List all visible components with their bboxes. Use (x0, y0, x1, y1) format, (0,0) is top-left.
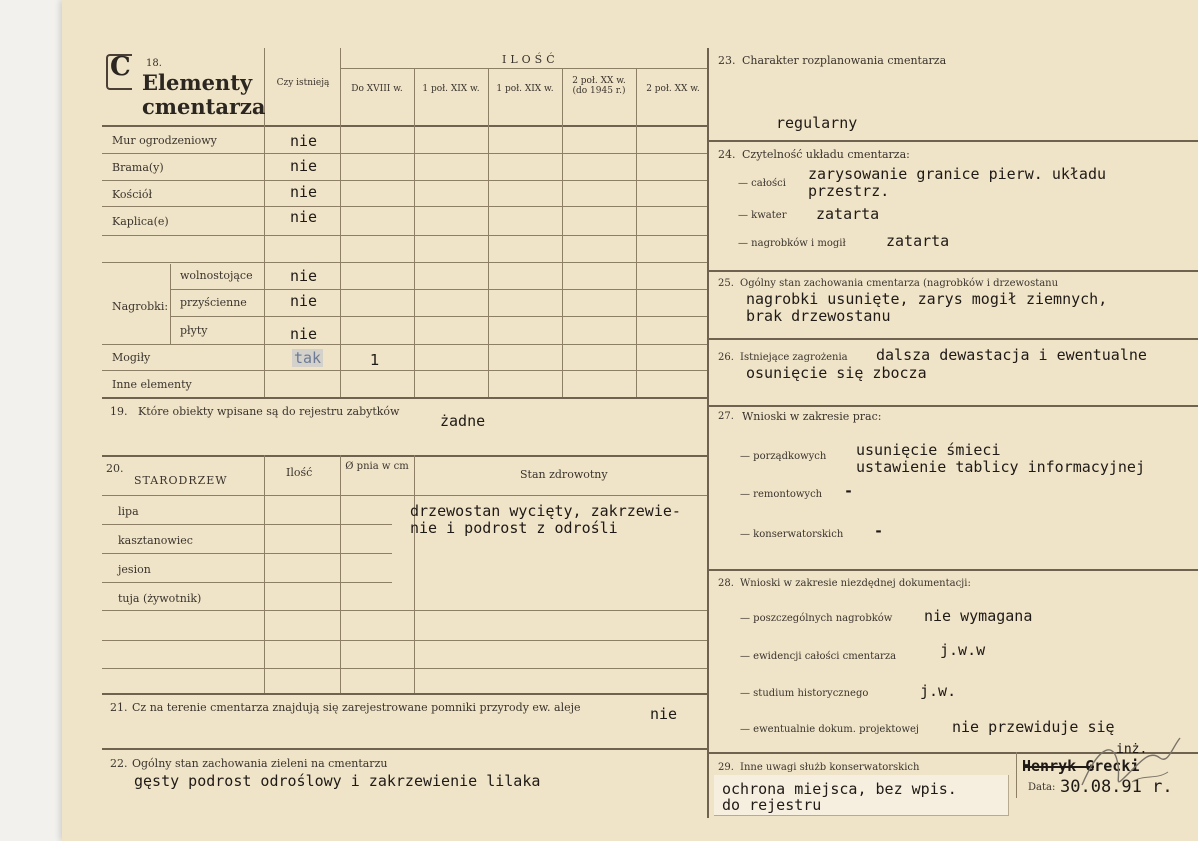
mogily-count: 1 (370, 351, 380, 369)
inne-label: Inne elementy (112, 378, 192, 391)
section-21-bottom-rule (102, 748, 707, 750)
s28-item-label: — ewentualnie dokum. projektowej (740, 724, 920, 735)
s19-value: żadne (440, 412, 486, 430)
grid-line (414, 68, 415, 397)
grid-line (102, 640, 707, 641)
grid-line (102, 495, 707, 496)
row-label: Kaplica(e) (112, 215, 169, 228)
s20-stan-line1: drzewostan wycięty, zakrzewie- (410, 502, 681, 520)
grid-line (102, 206, 707, 207)
row-exists: nie (290, 132, 318, 150)
s20-title: STARODRZEW (134, 474, 228, 487)
period-1: Do XVIII w. (351, 84, 403, 94)
s27-konserwatorskich-label: — konserwatorskich (740, 529, 844, 540)
row-label: Mur ogrodzeniowy (112, 134, 217, 147)
row-exists: nie (290, 208, 318, 226)
grid-line (264, 455, 265, 693)
tree-row: kasztanowiec (118, 534, 193, 547)
s25-line1: nagrobki usunięte, zarys mogił ziemnych, (746, 290, 1108, 308)
s25-number: 25. (718, 278, 734, 289)
s29-label: Inne uwagi służb konserwatorskich (740, 762, 920, 773)
mogily-exists: tak (294, 349, 322, 367)
row-exists: nie (290, 157, 318, 175)
date-value: 30.08.91 r. (1060, 777, 1173, 797)
section-25-bottom-rule (707, 338, 1198, 340)
s24-number: 24. (718, 148, 736, 161)
center-divider (707, 48, 709, 818)
s25-line2: brak drzewostanu (746, 307, 891, 325)
s23-value: regularny (776, 114, 858, 132)
row-exists: nie (290, 183, 318, 201)
nagrobki-row-label: płyty (180, 324, 208, 337)
tree-row: lipa (118, 505, 139, 518)
grid-line (340, 68, 707, 69)
row-label: Kościół (112, 188, 153, 201)
grid-line (414, 455, 415, 693)
s23-number: 23. (718, 54, 736, 67)
signature (1072, 730, 1192, 810)
section-18-title-line2: cmentarza (142, 94, 266, 119)
grid-line (340, 455, 341, 693)
section-23-bottom-rule (707, 140, 1198, 142)
grid-line (102, 153, 707, 154)
grid-line (170, 289, 707, 290)
grid-line (102, 524, 392, 525)
s20-stan-line2: nie i podrost z odrośli (410, 519, 618, 537)
nagrobki-row-label: przyścienne (180, 296, 247, 309)
section-26-bottom-rule (707, 405, 1198, 407)
s28-item-label: — ewidencji całości cmentarza (740, 651, 897, 662)
s24-mogil-value: zatarta (886, 232, 950, 250)
grid-line (562, 68, 563, 397)
s24-calosci-label: — całości (738, 178, 786, 189)
ilosc-header: ILOŚĆ (502, 53, 559, 66)
mogily-label: Mogiły (112, 351, 151, 364)
nagrobki-label: Nagrobki: (112, 300, 169, 313)
section-27-bottom-rule (707, 569, 1198, 571)
s28-label: Wnioski w zakresie niezdędnej dokumentacji: (740, 578, 971, 589)
s20-pnia-header: Ø pnia w cm (345, 461, 409, 472)
s20-number: 20. (106, 462, 124, 475)
s19-number: 19. (110, 405, 128, 418)
s29-number: 29. (718, 762, 734, 773)
section-18-title-line1: Elementy (142, 70, 253, 95)
section-19-bottom-rule (102, 455, 707, 457)
s27-porzadkowych-line2: ustawienie tablicy informacyjnej (856, 458, 1145, 476)
grid-line (102, 235, 707, 236)
header-bottom-rule (102, 125, 707, 127)
s28-item-value: j.w.w (940, 641, 986, 659)
s24-label: Czytelność układu cmentarza: (742, 148, 910, 161)
period-3: 1 poł. XIX w. (496, 84, 554, 94)
grid-line (102, 370, 707, 371)
tree-row: jesion (118, 563, 151, 576)
grid-line (102, 553, 392, 554)
s24-calosci-line2: przestrz. (808, 182, 890, 200)
s22-number: 22. (110, 757, 128, 770)
s22-label: Ogólny stan zachowania zieleni na cmentarzu (132, 757, 388, 770)
s28-item-label: — poszczególnych nagrobków (740, 613, 893, 624)
s20-ilosc-header: Ilość (286, 466, 313, 479)
nagrobki-row-exists: nie (290, 292, 318, 310)
author-name: Henryk Grecki (1022, 757, 1140, 775)
section-18-number: 18. (146, 58, 162, 69)
s28-number: 28. (718, 578, 734, 589)
s26-number: 26. (718, 352, 734, 363)
s24-kwater-value: zatarta (816, 205, 880, 223)
section-letter: C (110, 52, 131, 82)
grid-line (102, 262, 707, 263)
s27-porzadkowych-label: — porządkowych (740, 451, 827, 462)
period-2: 1 poł. XIX w. (422, 84, 480, 94)
s27-remontowych-value: - (844, 482, 854, 500)
s27-porzadkowych-line1: usunięcie śmieci (856, 441, 1001, 459)
nagrobki-row-label: wolnostojące (180, 269, 253, 282)
s28-item-value: j.w. (920, 682, 957, 700)
grid-line (488, 68, 489, 397)
s21-label: Cz na terenie cmentarza znajdują się zarejestrowane pomniki przyrody ew. aleje (132, 701, 581, 714)
grid-line (636, 68, 637, 397)
nagrobki-row-exists: nie (290, 325, 318, 343)
row-label: Brama(y) (112, 161, 164, 174)
author-title: inż. (1116, 742, 1148, 757)
grid-line (170, 316, 707, 317)
s29-line1: ochrona miejsca, bez wpis. (722, 780, 957, 798)
nagrobki-row-exists: nie (290, 267, 318, 285)
s20-stan-header: Stan zdrowotny (520, 468, 608, 481)
s24-calosci-line1: zarysowanie granice pierw. układu (808, 165, 1107, 183)
s19-label: Które obiekty wpisane są do rejestru zabytków (138, 405, 400, 418)
s24-kwater-label: — kwater (738, 210, 787, 221)
section-18-bottom-rule (102, 397, 707, 399)
s27-number: 27. (718, 411, 734, 422)
s26-line1: dalsza dewastacja i ewentualne (876, 346, 1147, 364)
section-24-bottom-rule (707, 270, 1198, 272)
s27-konserwatorskich-value: - (874, 522, 884, 540)
s28-item-value: nie wymagana (924, 607, 1033, 625)
grid-line (102, 668, 707, 669)
s21-number: 21. (110, 701, 128, 714)
grid-line (102, 582, 392, 583)
record-card (62, 0, 1198, 841)
s28-item-value: nie przewiduje się (952, 718, 1115, 736)
s22-value: gęsty podrost odroślowy i zakrzewienie lilaka (134, 772, 541, 790)
period-4: 2 poł. XX w. (do 1945 r.) (572, 76, 626, 96)
s27-remontowych-label: — remontowych (740, 489, 823, 500)
s23-label: Charakter rozplanowania cmentarza (742, 54, 947, 67)
exists-header: Czy istnieją (276, 78, 330, 88)
s21-value: nie (650, 705, 678, 723)
period-5: 2 poł. XX w. (646, 84, 700, 94)
s24-mogil-label: — nagrobków i mogił (738, 238, 846, 249)
grid-line (102, 180, 707, 181)
s26-label: Istniejące zagrożenia (740, 352, 848, 363)
grid-line (102, 610, 707, 611)
s29-line2: do rejestru (722, 796, 822, 814)
s27-label: Wnioski w zakresie prac: (742, 410, 882, 423)
grid-line (170, 264, 171, 344)
s25-label: Ogólny stan zachowania cmentarza (nagrobków i drzewostanu (740, 278, 1059, 289)
s28-item-label: — studium historycznego (740, 688, 869, 699)
grid-line (102, 344, 707, 345)
date-label: Data: (1028, 782, 1056, 793)
s26-line2: osunięcie się zbocza (746, 364, 927, 382)
tree-row: tuja (żywotnik) (118, 592, 202, 605)
author-box-divider (1016, 752, 1017, 798)
section-20-bottom-rule (102, 693, 707, 695)
